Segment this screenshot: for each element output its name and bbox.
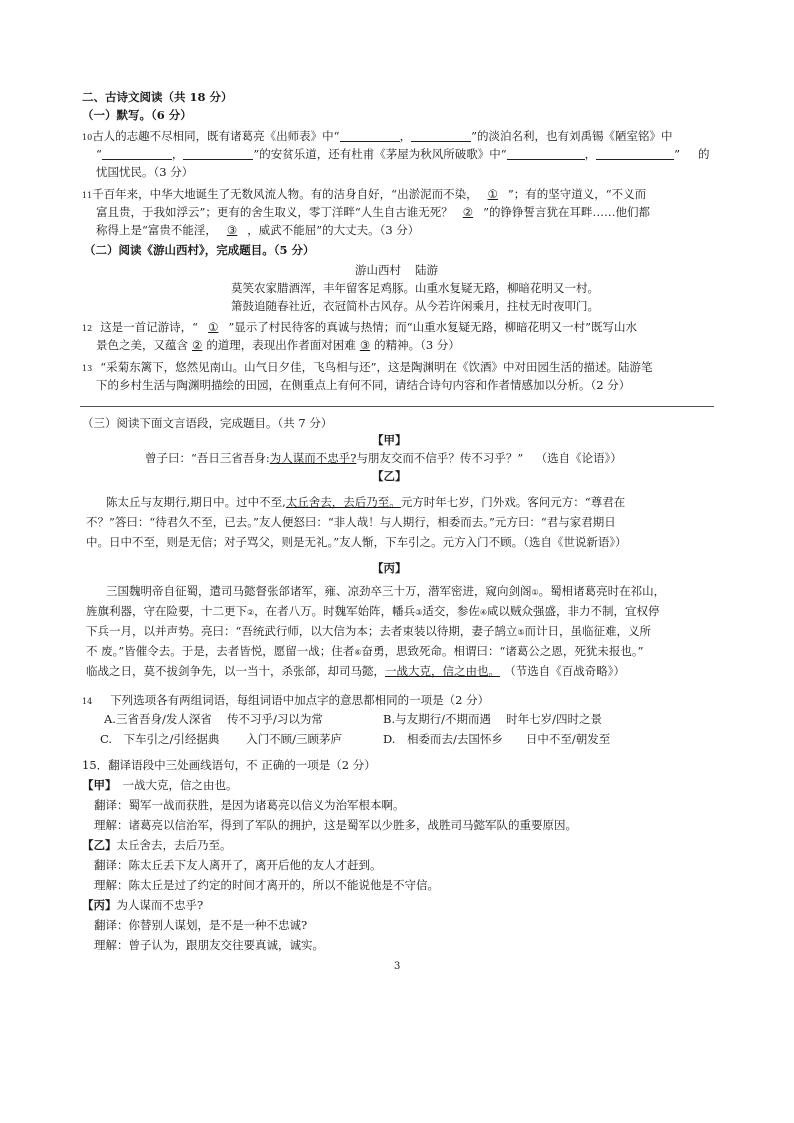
part-one-title: （一）默写。（6 分）	[82, 108, 192, 122]
answer-blank[interactable]	[340, 129, 400, 142]
question-12-line-2	[96, 338, 460, 352]
text: 的精神。（3 分）	[374, 338, 460, 352]
question-11-line-2	[96, 205, 650, 219]
q15-bing-understanding: 理解：曾子认为，跟朋友交往要真诚，诚实。	[94, 938, 324, 952]
answer-blank[interactable]	[102, 147, 172, 160]
passage-bing-line-3	[86, 624, 651, 640]
text: 与朋友交而不信乎？传不习乎？”	[356, 451, 524, 465]
text: 【乙】	[82, 838, 117, 852]
part-two-title: （二）阅读《游山西村》，完成题目。（5 分）	[84, 243, 315, 257]
text: “采菊东篱下，悠然见南山。山气日夕佳，飞鸟相与还”，这是陶渊明在《饮酒》中对田园生活的描述。陆游笔	[100, 360, 653, 374]
answer-blank-1[interactable]: ①	[487, 187, 498, 201]
passage-yi-label: 【乙】	[372, 469, 407, 483]
underlined-sentence: 为人谋而不忠乎?	[269, 451, 357, 465]
answer-blank-1[interactable]: ①	[208, 320, 219, 334]
underlined-sentence: 太丘舍去，去后乃至。	[285, 495, 401, 509]
passage-bing-line-5	[86, 664, 625, 678]
passage-bing-label: 【丙】	[372, 561, 407, 575]
q15-yi-translation: 翻译：陈太丘丢下友人离开了，离开后他的友人才赶到。	[94, 858, 382, 872]
text: 这是一首记游诗，“	[100, 320, 199, 334]
option-c[interactable]: C. 下车引之/引经据典 入门不顾/三顾茅庐	[100, 732, 342, 746]
source-note: （选自《论语》）	[541, 451, 622, 465]
text: ，威武不能屈”的大丈夫。（3 分）	[247, 223, 420, 237]
text: 旌旗利器，守在险要，十二更下	[86, 604, 247, 618]
question-number: 11	[82, 191, 93, 200]
text: ”的淡泊名利，也有刘禹锡《陋室铭》中	[471, 129, 673, 143]
text: 元方时年七岁，门外戏。客问元方：“尊君在	[400, 495, 626, 509]
question-number: 10	[82, 133, 93, 142]
question-11-line-3	[96, 223, 419, 237]
text: ”的铮铮誓言犹在耳畔……他们都	[483, 205, 650, 219]
question-10-line-1	[82, 129, 672, 145]
text: 下列选项各有两组词语，每组词语中加点字的意思都相同的一项是（2 分）	[110, 693, 490, 707]
answer-blank-3[interactable]: ③	[359, 338, 371, 352]
poem-line-1: 莫笑农家腊酒浑，丰年留客足鸡豚。山重水复疑无路，柳暗花明又一村。	[231, 281, 599, 295]
section-divider	[80, 406, 714, 407]
footnote-marker: ④	[479, 608, 488, 617]
text: 千百年来，中华大地诞生了无数风流人物。有的洁身自好，“出淤泥而不染，	[92, 187, 478, 201]
question-12-line-1	[82, 320, 637, 336]
passage-jia-label: 【甲】	[372, 433, 407, 447]
passage-yi-line-1	[106, 495, 625, 509]
question-14-stem	[82, 693, 489, 709]
text: 而计日，虽临征难，义所	[524, 624, 652, 638]
passage-bing-line-1	[106, 584, 665, 600]
page-number: 3	[394, 961, 401, 972]
question-13-line-2: 下的乡村生活与陶渊明描绘的田园，在侧重点上有何不同，请结合诗句内容和作者情感加以分析。（2 分）	[96, 378, 631, 392]
passage-yi-line-2: 不？”答曰：“待君久不至，已去。”友人便怒曰：“非人哉！与人期行，相委而去。”元方曰：“君与家君期日	[86, 515, 616, 529]
question-10-line-2	[96, 147, 710, 161]
text: 【甲】	[82, 778, 117, 792]
text: 称得上是“富贵不能淫，	[96, 223, 217, 237]
passage-bing-line-2	[86, 604, 660, 620]
q15-bing-sentence	[82, 898, 203, 912]
q15-jia-translation: 翻译：蜀军一战而获胜，是因为诸葛亮以信义为治军根本啊。	[94, 798, 405, 812]
text: 临战之日，莫不拔剑争先，以一当十，杀张郃，却司马懿，	[86, 664, 385, 678]
answer-blank[interactable]	[411, 129, 471, 142]
text: 的道理，表现出作者面对困难	[206, 338, 356, 352]
text: 古人的志趣不尽相同，既有诸葛亮《出师表》中“	[92, 129, 340, 143]
section-title: 二、古诗文阅读（共 18 分）	[82, 90, 233, 104]
text: ，	[584, 147, 597, 161]
source-note: （节选自《百战奇略》）	[510, 664, 625, 678]
text: ”；有的坚守道义，“不义而	[507, 187, 647, 201]
text: 。蜀相诸葛亮时在祁山，	[538, 584, 666, 598]
text: 为人谋而不忠乎?	[116, 898, 204, 912]
text: ，	[171, 147, 184, 161]
question-number: 14	[82, 697, 93, 706]
footnote-marker: ⑥	[354, 648, 362, 657]
underlined-sentence: 一战大克，信之由也。	[385, 664, 500, 678]
question-number: 13	[82, 364, 93, 373]
answer-blank-2[interactable]: ②	[462, 205, 474, 219]
footnote-marker: ⑤	[517, 628, 525, 637]
footnote-marker: ①	[531, 588, 539, 597]
answer-blank[interactable]	[183, 147, 253, 160]
text: ，	[399, 129, 412, 143]
question-number: 12	[82, 324, 93, 333]
text: 太丘舍去，去后乃至。	[116, 838, 232, 852]
text: 景色之美，又蕴含	[96, 338, 188, 352]
poem-author: 陆游	[415, 263, 438, 277]
text: 适交，参佐	[422, 604, 480, 618]
text: 【丙】	[82, 898, 117, 912]
text: ”的安贫乐道，还有杜甫《茅屋为秋风所破歌》中“	[253, 147, 507, 161]
question-13-line-1	[82, 360, 652, 376]
q15-yi-understanding: 理解：陈太丘是过了约定的时间才离开的，所以不能说他是不守信。	[94, 878, 439, 892]
option-d[interactable]: D. 相委而去/去国怀乡 日中不至/朝发至	[383, 732, 611, 746]
option-a[interactable]: A.三省吾身/发人深省 传不习乎/习以为常	[104, 712, 323, 726]
text: 奋勇，思致死命。相谓曰：“诸葛公之恩，死犹未报也。”	[361, 644, 644, 658]
text: 不 废。”皆催令去。于是，去者皆悦，愿留一战；住者	[86, 644, 355, 658]
text: ”	[674, 147, 681, 161]
question-15-stem: 15．翻译语段中三处画线语句，不 正确的一项是（2 分）	[82, 758, 376, 772]
passage-yi-line-3: 中。日中不至，则是无信；对子骂父，则是无礼。”友人惭，下车引之。元方入门不顾。（选自《世说新语》）	[86, 535, 627, 549]
text: 陈太丘与友期行,期日中。过中不至,	[106, 495, 286, 509]
q15-jia-understanding: 理解：诸葛亮以信治军，得到了军队的拥护，这是蜀军以少胜多，战胜司马懿军队的重要原因。	[94, 818, 577, 832]
poem-title: 游山西村	[355, 263, 401, 277]
footnote-marker: ③	[415, 608, 423, 617]
text: 曾子曰：“吾日三省吾身:	[145, 451, 270, 465]
question-11-line-1	[82, 187, 646, 203]
text: 下兵一月，以并声势。亮曰：“吾统武行师，以大信为本；去者束装以待期，妻子鹄立	[86, 624, 518, 638]
option-b[interactable]: B.与友期行/不期而遇 时年七岁/四时之景	[383, 712, 603, 726]
question-10-line-3: 忧国忧民。（3 分）	[96, 165, 194, 179]
text: 一战大克，信之由也。	[122, 778, 238, 792]
q15-bing-translation: 翻译：你替别人谋划，是不是一种不忠诚?	[94, 918, 308, 932]
text: ，在者八万。时魏军始阵，幡兵	[254, 604, 416, 618]
answer-blank-3[interactable]: ③	[226, 223, 238, 237]
footnote-marker: ②	[247, 608, 255, 617]
text: 三国魏明帝自征蜀，遣司马懿督张郃诸军，雍、凉劲卒三十万，潜军密进，窥向剑阁	[106, 584, 532, 598]
text: “	[96, 147, 102, 161]
answer-blank[interactable]	[507, 147, 585, 160]
passage-bing-line-4	[86, 644, 643, 660]
answer-blank-2[interactable]: ②	[192, 338, 203, 352]
text: 咸以贼众强盛，非力不制，宜权停	[487, 604, 660, 618]
text: ”显示了村民待客的真诚与热情；而“山重水复疑无路，柳暗花明又一村”既写山水	[228, 320, 638, 334]
poem-line-2: 箫鼓追随春社近，衣冠简朴古风存。从今若许闲乘月，拄杖无时夜叩门。	[231, 299, 599, 313]
poem-heading	[355, 263, 438, 277]
q15-yi-sentence	[82, 838, 232, 852]
text: 的	[698, 147, 710, 161]
text: 富且贵，于我如浮云”；更有的舍生取义，零丁洋畔“人生自古谁无死？	[96, 205, 453, 219]
passage-jia-text	[145, 451, 622, 465]
part-three-title: （三）阅读下面文言语段，完成题目。（共 7 分）	[82, 416, 333, 430]
answer-blank[interactable]	[596, 147, 674, 160]
q15-jia-sentence	[82, 778, 238, 792]
